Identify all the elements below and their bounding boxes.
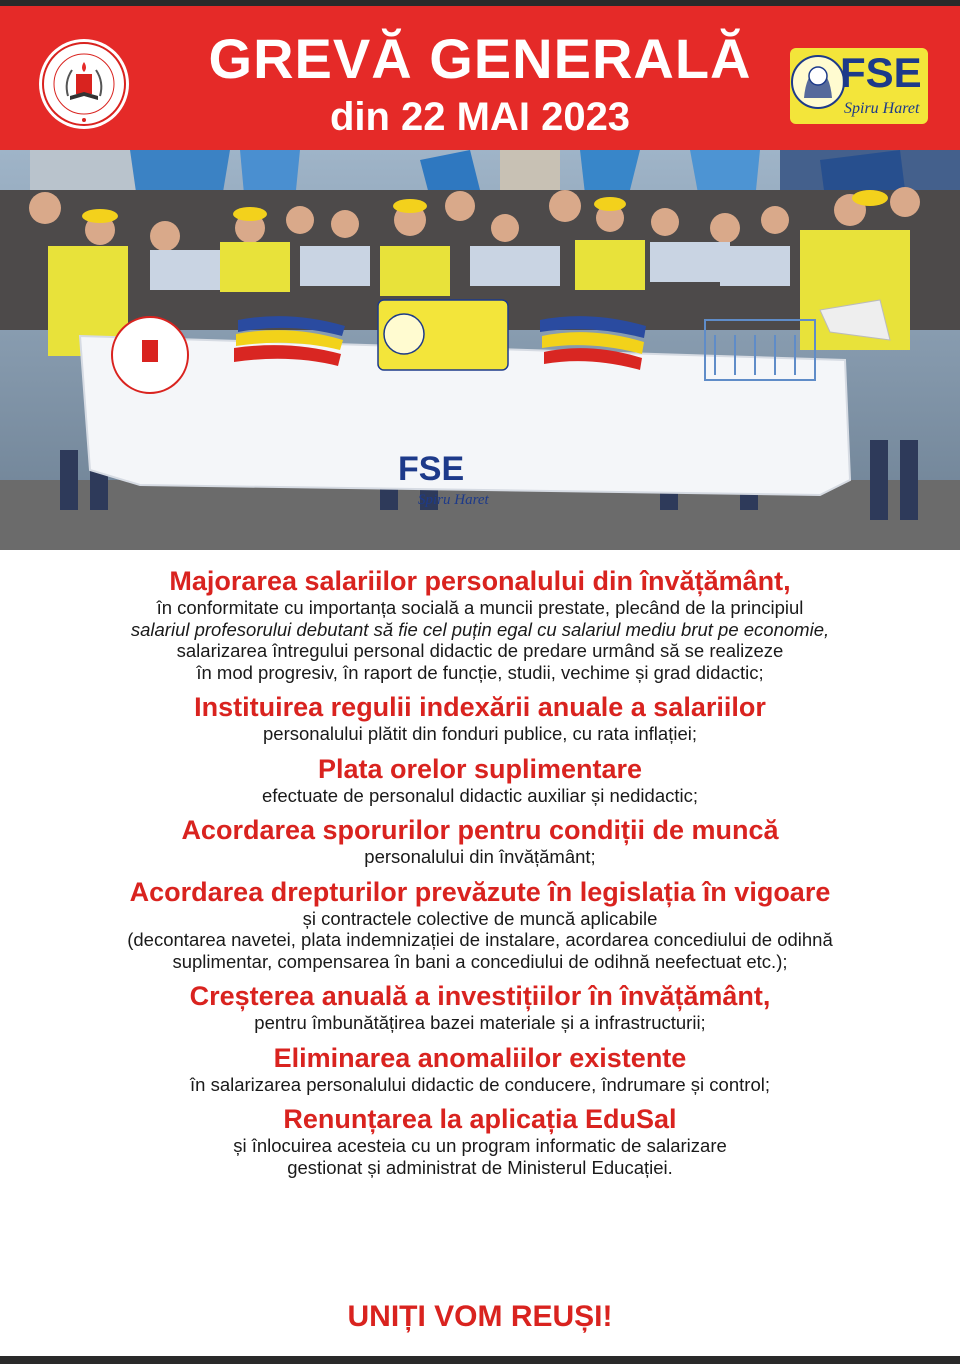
demand-item bbox=[0, 815, 960, 868]
demand-title: Acordarea drepturilor prevăzute în legislația în vigoare bbox=[129, 876, 831, 907]
demand-item bbox=[0, 981, 960, 1034]
demands-list bbox=[0, 566, 960, 1187]
demand-item bbox=[0, 1104, 960, 1178]
demand-title: Renunțarea la aplicația EduSal bbox=[283, 1104, 677, 1134]
demand-title: Instituirea regulii indexării anuale a salariilor bbox=[194, 692, 766, 722]
demand-title: Majorarea salariilor personalului din învățământ, bbox=[169, 566, 791, 596]
demand-title: Plata orelor suplimentare bbox=[317, 753, 643, 784]
demand-item bbox=[0, 754, 960, 807]
demand-title: Acordarea sporurilor pentru condiții de muncă bbox=[181, 815, 779, 845]
fse-acronym: FSE bbox=[840, 49, 922, 96]
banner-fse-acronym: FSE bbox=[398, 450, 465, 488]
demand-line: în mod progresiv, în raport de funcție, studii, vechime și grad didactic; bbox=[196, 661, 764, 683]
demand-title: Creșterea anuală a investițiilor în învățământ, bbox=[189, 981, 771, 1011]
demand-item bbox=[0, 1043, 960, 1096]
closing-slogan: UNIȚI VOM REUȘI! bbox=[347, 1300, 613, 1333]
poster-title: GREVĂ GENERALĂ bbox=[208, 27, 752, 90]
demand-line: și înlocuirea acesteia cu un program informatic de salarizare bbox=[233, 1135, 727, 1156]
fse-logo bbox=[788, 46, 930, 126]
header-banner bbox=[0, 6, 960, 150]
demand-line: salarizarea întregului personal didactic de predare urmând să se realizeze bbox=[176, 640, 784, 661]
demand-line: pentru îmbunătățirea bazei materiale și a infrastructurii; bbox=[254, 1012, 706, 1033]
demand-title: Eliminarea anomaliilor existente bbox=[273, 1042, 687, 1073]
protest-photo bbox=[0, 150, 960, 550]
demand-line: în salarizarea personalului didactic de conducere, îndrumare și control; bbox=[190, 1073, 770, 1095]
fse-name: Spiru Haret bbox=[844, 100, 920, 117]
banner-fse-name: Spiru Haret bbox=[418, 492, 489, 508]
federation-seal-icon bbox=[38, 38, 130, 130]
demand-line: suplimentar, compensarea în bani a concediului de odihnă neefectuat etc.); bbox=[172, 950, 788, 972]
demand-line: personalului din învățământ; bbox=[364, 846, 596, 867]
demand-item bbox=[0, 877, 960, 973]
strike-poster bbox=[0, 6, 960, 1356]
demand-line: efectuate de personalul didactic auxiliar și nedidactic; bbox=[261, 784, 699, 806]
demand-line: și contractele colective de muncă aplicabile bbox=[302, 907, 658, 929]
demand-line: (decontarea navetei, plata indemnizației de instalare, acordarea concediului de odihnă bbox=[127, 929, 833, 950]
protest-crowd-image bbox=[0, 150, 960, 550]
poster-date: din 22 MAI 2023 bbox=[329, 95, 631, 139]
demand-line: personalului plătit din fonduri publice, cu rata inflației; bbox=[263, 723, 697, 744]
demand-item bbox=[0, 692, 960, 745]
demand-line: gestionat și administrat de Ministerul Educației. bbox=[287, 1156, 673, 1178]
demand-line-italic: salariul profesorului debutant să fie cel puțin egal cu salariul mediu brut pe economie, bbox=[130, 618, 830, 640]
demand-line: în conformitate cu importanța socială a muncii prestate, plecând de la principiul bbox=[156, 597, 804, 618]
demand-item bbox=[0, 566, 960, 683]
